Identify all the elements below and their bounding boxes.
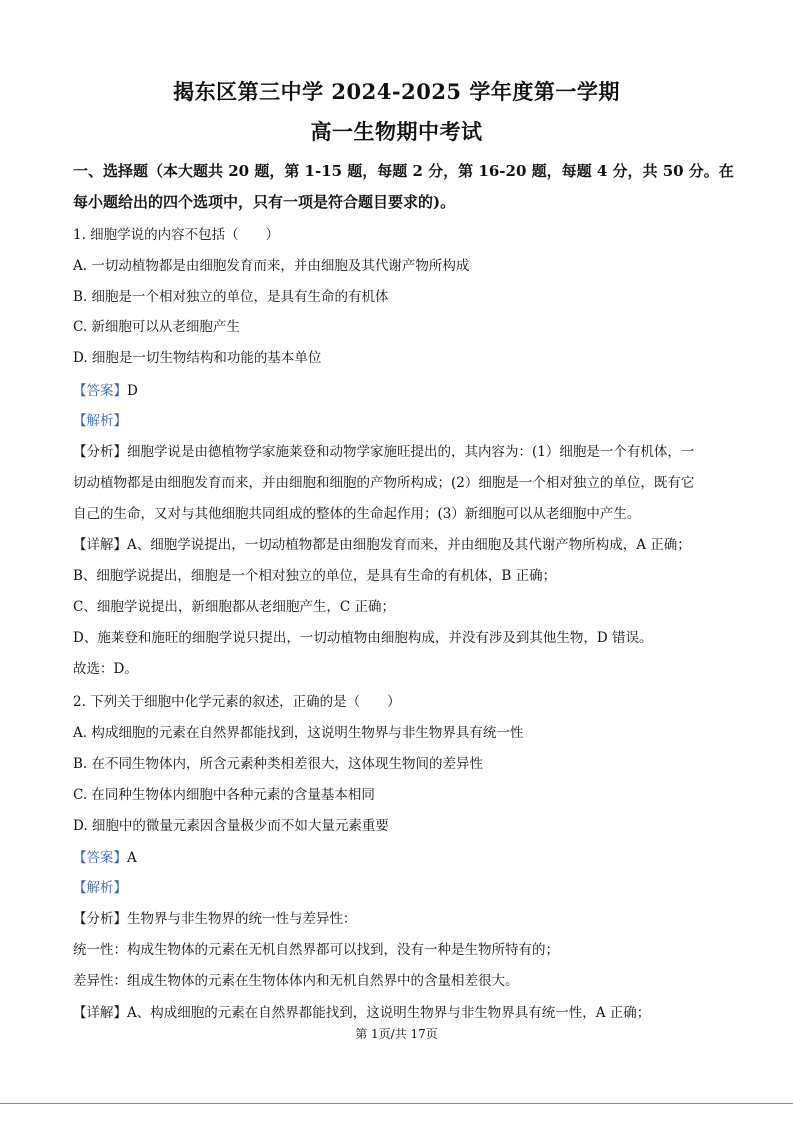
fenxi-tag: 【分析】	[73, 444, 127, 460]
fenxi-text: 细胞学说是由德植物学家施莱登和动物学家施旺提出的，其内容为：(1）细胞是一个有机体，一	[127, 444, 695, 460]
question-1-option-d: D. 细胞是一切生物结构和功能的基本单位	[73, 350, 322, 366]
answer-tag: 【答案】	[73, 383, 127, 399]
exam-subtitle: 高一生物期中考试	[310, 119, 483, 144]
question-2-fenxi-line-3: 差异性：组成生物体的元素在生物体体内和无机自然界中的含量相差很大。	[73, 973, 519, 989]
question-2-xiangjie-line-1	[73, 1004, 650, 1022]
exam-title: 揭东区第三中学 2024-2025 学年度第一学期	[173, 79, 620, 104]
question-1-fenxi-line-1	[73, 443, 694, 461]
question-2-option-a: A. 构成细胞的元素在自然界都能找到，这说明生物界与非生物界具有统一性	[73, 725, 524, 741]
fenxi-tag: 【分析】	[73, 911, 127, 927]
question-1-fenxi-line-2: 切动植物都是由细胞发育而来，并由细胞和细胞的产物所构成；(2）细胞是一个相对独立的单位，既有它	[73, 475, 695, 491]
question-2-analysis-tag: 【解析】	[73, 880, 127, 896]
section-header-line-1: 一、选择题（本大题共 20 题，第 1-15 题，每题 2 分，第 16-20 题，每题 4 分，共 50 分。在	[73, 162, 734, 180]
bottom-divider	[0, 1103, 793, 1104]
question-1-option-a: A. 一切动植物都是由细胞发育而来，并由细胞及其代谢产物所构成	[73, 258, 470, 274]
question-1-conclusion: 故选：D。	[73, 661, 138, 677]
section-header-line-2: 每小题给出的四个选项中，只有一项是符合题目要求的)。	[73, 193, 456, 211]
question-1-xiangjie-line-2: B、细胞学说提出，细胞是一个相对独立的单位，是具有生命的有机体，B 正确；	[73, 568, 557, 584]
xiangjie-tag: 【详解】	[73, 537, 127, 553]
question-1-option-c: C. 新细胞可以从老细胞产生	[73, 319, 240, 335]
question-1-xiangjie-line-3: C、细胞学说提出，新细胞都从老细胞产生，C 正确；	[73, 599, 395, 615]
xiangjie-text: A、细胞学说提出，一切动植物都是由细胞发育而来，并由细胞及其代谢产物所构成，A 正确；	[127, 537, 691, 553]
question-2-option-b: B. 在不同生物体内，所含元素种类相差很大，这体现生物间的差异性	[73, 756, 484, 772]
question-1-analysis-tag: 【解析】	[73, 413, 127, 429]
answer-tag: 【答案】	[73, 850, 127, 866]
fenxi-text: 生物界与非生物界的统一性与差异性：	[127, 911, 357, 927]
question-1-option-b: B. 细胞是一个相对独立的单位，是具有生命的有机体	[73, 289, 389, 305]
answer-value: D	[127, 383, 138, 399]
question-1-xiangjie-line-4: D、施莱登和施旺的细胞学说只提出，一切动植物由细胞构成，并没有涉及到其他生物，D 错误。	[73, 630, 653, 646]
xiangjie-text: A、构成细胞的元素在自然界都能找到，这说明生物界与非生物界具有统一性，A 正确；	[127, 1005, 651, 1021]
question-1-xiangjie-line-1	[73, 536, 691, 554]
page-number: 第 1页/共 17页	[355, 1027, 438, 1041]
question-2-option-c: C. 在同种生物体内细胞中各种元素的含量基本相同	[73, 787, 375, 803]
question-1-stem: 1. 细胞学说的内容不包括（ ）	[73, 227, 280, 243]
question-2-fenxi-line-2: 统一性：构成生物体的元素在无机自然界都可以找到，没有一种是生物所特有的；	[73, 942, 559, 958]
question-2-answer	[73, 849, 137, 867]
question-2-option-d: D. 细胞中的微量元素因含量极少而不如大量元素重要	[73, 818, 389, 834]
xiangjie-tag: 【详解】	[73, 1005, 127, 1021]
answer-value: A	[127, 850, 137, 866]
question-1-fenxi-line-3: 自己的生命，又对与其他细胞共同组成的整体的生命起作用；(3）新细胞可以从老细胞中产生。	[73, 506, 641, 522]
question-2-fenxi-line-1	[73, 910, 357, 928]
question-2-stem: 2. 下列关于细胞中化学元素的叙述，正确的是（ ）	[73, 694, 401, 710]
question-1-answer	[73, 382, 138, 400]
